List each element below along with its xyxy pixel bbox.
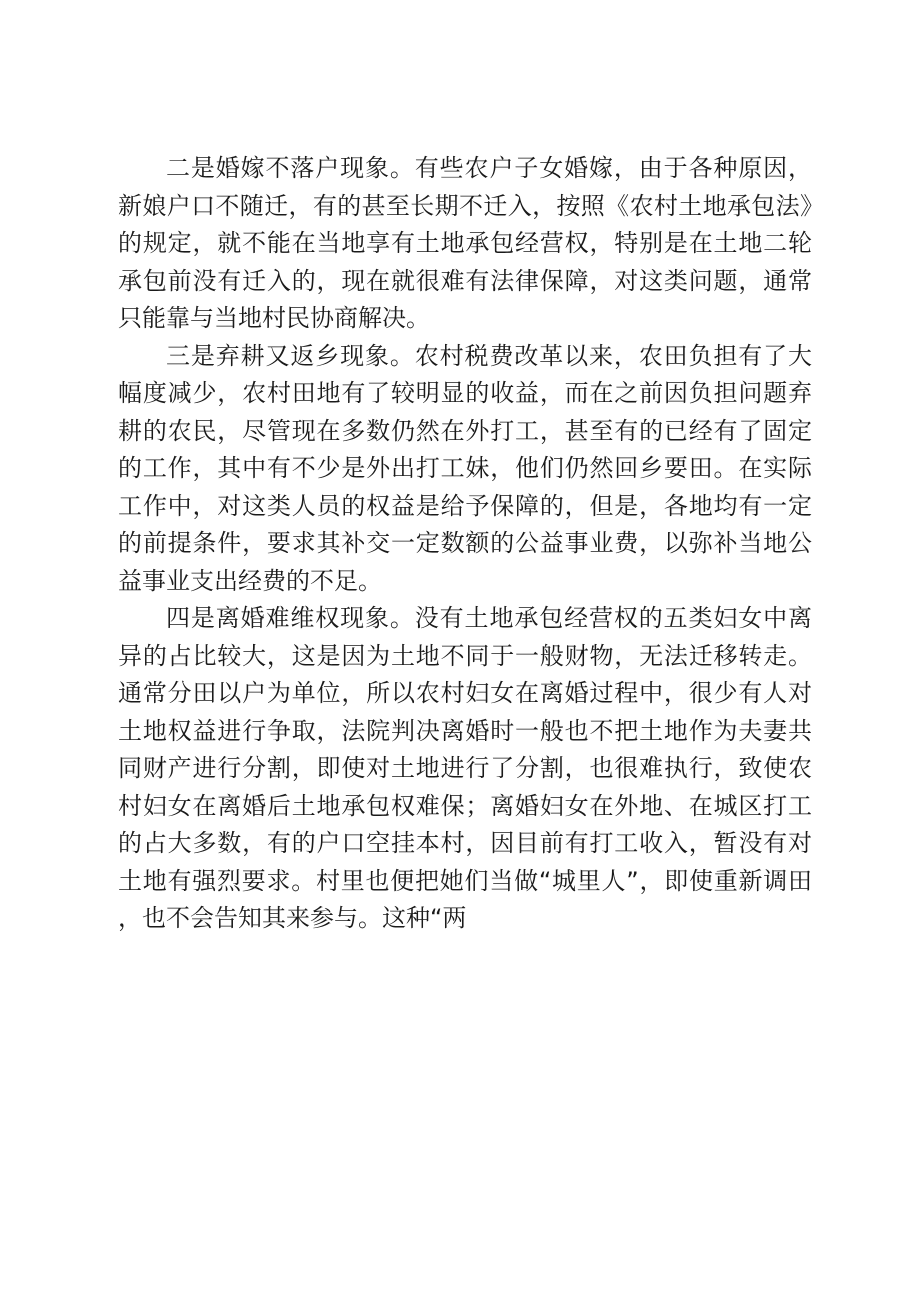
- paragraph-divorce-rights: 四是离婚难维权现象。没有土地承包经营权的五类妇女中离异的占比较大，这是因为土地不同于一般财物，无法迁移转走。通常分田以户为单位，所以农村妇女在离婚过程中，很少有人对土地权益进行争取，法院判决离婚时一般也不把土地作为夫妻共同财产进行分割，即使对土地进行了分割，也很难执行，致使农村妇女在离婚后土地承包权难保；离婚妇女在外地、在城区打工的占大多数，有的户口空挂本村，因目前有打工收入，暂没有对土地有强烈要求。村里也便把她们当做“城里人”，即使重新调田，也不会告知其来参与。这种“两: [118, 604, 812, 932]
- paragraph-abandoned-farming: 三是弃耕又返乡现象。农村税费改革以来，农田负担有了大幅度减少，农村田地有了较明显的收益，而在之前因负担问题弃耕的农民，尽管现在多数仍然在外打工，甚至有的已经有了固定的工作，其中有不少是外出打工妹，他们仍然回乡要田。在实际工作中，对这类人员的权益是给予保障的，但是，各地均有一定的前提条件，要求其补交一定数额的公益事业费，以弥补当地公益事业支出经费的不足。: [118, 341, 812, 595]
- paragraph-marriage-household: 二是婚嫁不落户现象。有些农户子女婚嫁，由于各种原因，新娘户口不随迁，有的甚至长期不迁入，按照《农村土地承包法》的规定，就不能在当地享有土地承包经营权，特别是在土地二轮承包前没有迁入的，现在就很难有法律保障，对这类问题，通常只能靠与当地村民协商解决。: [118, 154, 812, 332]
- document-body: [118, 150, 812, 938]
